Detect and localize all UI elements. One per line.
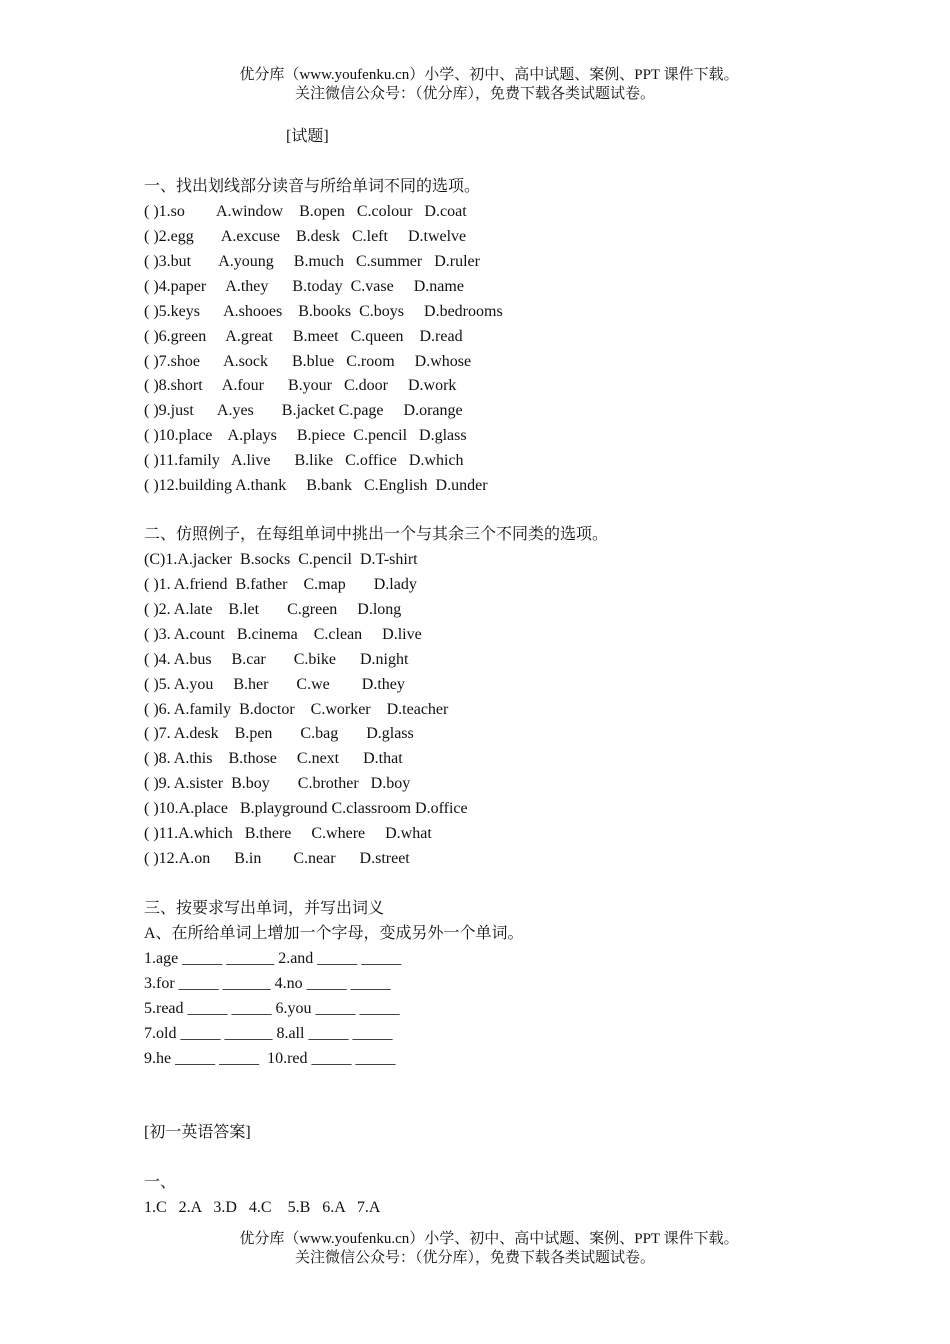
list-item: ( )11.family A.live B.like C.office D.which — [144, 452, 464, 469]
list-item: ( )2.egg A.excuse B.desk C.left D.twelve — [144, 228, 467, 245]
answers-title: [初一英语答案] — [144, 1124, 251, 1141]
list-item: ( )5.keys A.shooes B.books C.boys D.bedrooms — [144, 303, 503, 320]
list-item: ( )11.A.which B.there C.where D.what — [144, 825, 432, 842]
list-item: ( )4.paper A.they B.today C.vase D.name — [144, 278, 464, 295]
list-item: ( )9.just A.yes B.jacket C.page D.orange — [144, 402, 463, 419]
list-item: 1.age _____ ______ 2.and _____ _____ — [144, 950, 402, 967]
list-item: 7.old _____ ______ 8.all _____ _____ — [144, 1025, 393, 1042]
list-item: ( )3. A.count B.cinema C.clean D.live — [144, 626, 422, 643]
page-footer — [0, 1230, 950, 1268]
footer-line-1: 优分库（www.youfenku.cn）小学、初中、高中试题、案例、PPT 课件下载。 — [239, 1231, 739, 1247]
list-item: ( )12.A.on B.in C.near D.street — [144, 850, 410, 867]
list-item: ( )3.but A.young B.much C.summer D.ruler — [144, 253, 480, 270]
footer-line-2: 关注微信公众号：（优分库），免费下载各类试题试卷。 — [294, 1250, 655, 1266]
section2-heading: 二、仿照例子，在每组单词中挑出一个与其余三个不同类的选项。 — [144, 526, 609, 543]
list-item: 9.he _____ _____ 10.red _____ _____ — [144, 1050, 396, 1067]
list-item: ( )4. A.bus B.car C.bike D.night — [144, 651, 409, 668]
list-item: ( )10.place A.plays B.piece C.pencil D.glass — [144, 427, 467, 444]
list-item: 5.read _____ _____ 6.you _____ _____ — [144, 1000, 400, 1017]
section1-heading: 一、找出划线部分读音与所给单词不同的选项。 — [144, 178, 481, 195]
answers-section-label: 一、 — [144, 1174, 177, 1191]
page-header — [0, 66, 950, 104]
answers-line: 1.C 2.A 3.D 4.C 5.B 6.A 7.A — [144, 1199, 381, 1216]
list-item: ( )7.shoe A.sock B.blue C.room D.whose — [144, 353, 472, 370]
section2-example: (C)1.A.jacker B.socks C.pencil D.T-shirt — [144, 551, 418, 568]
header-line-2: 关注微信公众号：（优分库），免费下载各类试题试卷。 — [294, 86, 655, 102]
list-item: ( )2. A.late B.let C.green D.long — [144, 601, 402, 618]
list-item: ( )1.so A.window B.open C.colour D.coat — [144, 203, 467, 220]
list-item: ( )10.A.place B.playground C.classroom D.office — [144, 800, 468, 817]
list-item: ( )8. A.this B.those C.next D.that — [144, 750, 403, 767]
doc-title: [试题] — [286, 128, 329, 145]
section3-heading: 三、按要求写出单词，并写出词义 — [144, 900, 385, 917]
header-line-1: 优分库（www.youfenku.cn）小学、初中、高中试题、案例、PPT 课件下载。 — [239, 67, 739, 83]
list-item: ( )8.short A.four B.your C.door D.work — [144, 377, 457, 394]
list-item: ( )9. A.sister B.boy C.brother D.boy — [144, 775, 411, 792]
list-item: ( )6. A.family B.doctor C.worker D.teacher — [144, 701, 449, 718]
section3-subheading: A、在所给单词上增加一个字母，变成另外一个单词。 — [144, 925, 524, 942]
list-item: ( )12.building A.thank B.bank C.English D.under — [144, 477, 488, 494]
list-item: ( )7. A.desk B.pen C.bag D.glass — [144, 725, 414, 742]
list-item: 3.for _____ ______ 4.no _____ _____ — [144, 975, 391, 992]
list-item: ( )6.green A.great B.meet C.queen D.read — [144, 328, 463, 345]
list-item: ( )1. A.friend B.father C.map D.lady — [144, 576, 417, 593]
list-item: ( )5. A.you B.her C.we D.they — [144, 676, 405, 693]
